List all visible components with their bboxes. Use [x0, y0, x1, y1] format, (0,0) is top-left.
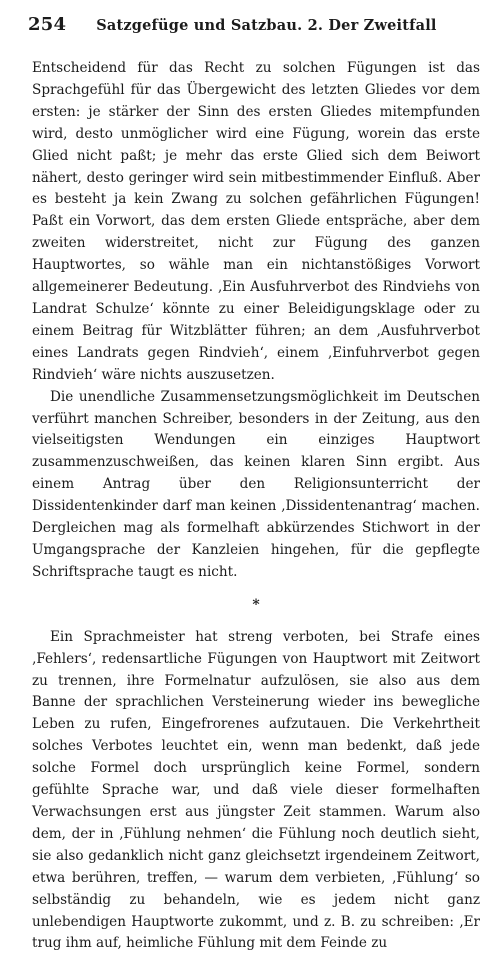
running-head-title: Satzgefüge und Satzbau. 2. Der Zweitfall — [96, 17, 437, 34]
paragraph-2: Die unendliche Zusammensetzungsmöglichkeit im Deutschen verführt manchen Schreiber, besonders in der Zeitung, aus den vielseitigsten Wendungen ein einziges Hauptwort zusammenzuschweißen, das keinen klaren Sinn ergibt. Aus einem Antrag über den Religionsunterricht der Dissidentenkinder darf man keinen ‚Dissidentenantrag‘ machen. Dergleichen mag als formelhaft abkürzendes Stichwort in der Umgangsprache der Kanzleien hingehen, für die gepflegte Schriftsprache taugt es nicht. — [32, 388, 480, 580]
section-separator: * — [252, 596, 260, 613]
body-text — [32, 58, 480, 955]
paragraph-1: Entscheidend für das Recht zu solchen Fügungen ist das Sprachgefühl für das Übergewicht des letzten Gliedes vor dem ersten: je stärker der Sinn des ersten Gliedes mitempfunden wird, desto unmöglicher wird eine Fügung, worein das erste Glied nicht paßt; je mehr das erste Glied sich dem Beiwort nähert, desto geringer wird sein mitbestimmender Einfluß. Aber es besteht ja kein Zwang zu solchen gefährlichen Fügungen! Paßt ein Vorwort, das dem ersten Gliede entspräche, aber dem zweiten widerstreitet, nicht zur Fügung des ganzen Hauptwortes, so wähle man ein nichtanstößiges Vorwort allgemeinerer Bedeutung. ‚Ein Ausfuhrverbot des Rindviehs von Landrat Schulze‘ könnte zu einer Beleidigungsklage oder zu einem Beitrag für Witzblätter führen; an dem ‚Ausfuhrverbot eines Landrats gegen Rindvieh‘, einem ‚Einfuhrverbot gegen Rindvieh‘ wäre nichts auszusetzen. — [32, 60, 480, 383]
paragraph-3: Ein Sprachmeister hat streng verboten, bei Strafe eines ‚Fehlers‘, redensartliche Fügungen von Hauptwort mit Zeitwort zu trennen, ihre Formelnatur aufzulösen, sie also aus dem Banne der sprachlichen Versteinerung wieder ins bewegliche Leben zu rufen, Eingefrorenes aufzutauen. Die Verkehrtheit solches Verbotes leuchtet ein, wenn man bedenkt, daß jede solche Formel doch ursprünglich keine Formel, sondern gefühlte Sprache war, und daß viele dieser formelhaften Verwachsungen erst aus jüngster Zeit stammen. Warum also dem, der in ‚Fühlung nehmen‘ die Fühlung noch deutlich sieht, sie also gedanklich nicht ganz gleichsetzt irgendeinem Zeitwort, etwa berühren, treffen, — warum dem verbieten, ‚Fühlung‘ so selbständig zu behandeln, wie es jedem nicht ganz unlebendigen Hauptworte zukommt, und z. B. zu schreiben: ‚Er trug ihm auf, heimliche Fühlung mit dem Feinde zu — [32, 628, 480, 952]
page-number: 254 — [28, 14, 67, 35]
running-head — [28, 14, 476, 40]
